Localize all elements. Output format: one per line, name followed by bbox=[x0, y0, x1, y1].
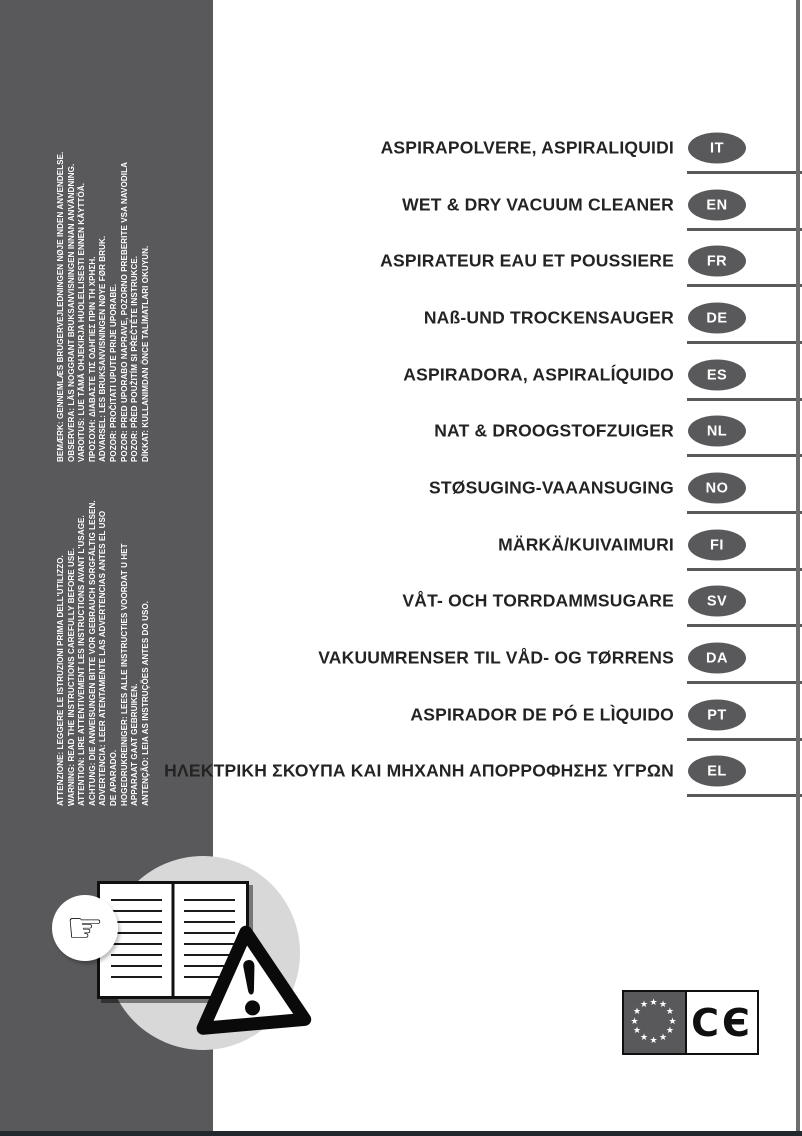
language-badge-pt: PT bbox=[688, 700, 746, 731]
eu-star-icon: ★ bbox=[639, 1000, 649, 1011]
eu-star-icon: ★ bbox=[658, 1000, 668, 1011]
warning-line: ATTENTION: LIRE ATTENTIVEMENT LES INSTRUCTIONS AVANT L'USAGE. bbox=[77, 515, 87, 806]
bottom-bar bbox=[0, 1131, 802, 1136]
product-title-it: ASPIRAPOLVERE, ASPIRALIQUIDI bbox=[380, 137, 674, 158]
warning-line: ATTENZIONE: LEGGERE LE ISTRUZIONI PRIMA DELL'UTILIZZO. bbox=[56, 555, 65, 806]
product-title-fr: ASPIRATEUR EAU ET POUSSIERE bbox=[380, 250, 674, 271]
warning-line: ΠΡΟΣΟΧΗ: ΔΙΑΒΑΣΤΕ ΤΙΣ ΟΔΗΓΙΕΣ ΠΡΙΝ ΤΗ ΧΡΗΣΗ. bbox=[87, 256, 97, 462]
row-divider bbox=[687, 284, 802, 287]
language-badge-no: NO bbox=[688, 473, 746, 504]
pointing-hand-badge bbox=[52, 895, 118, 961]
eu-star-icon: ★ bbox=[630, 1016, 639, 1027]
warning-line: APPARAAT GAAT GEBRUIKEN. bbox=[130, 683, 140, 806]
warning-line: WARNING: READ THE INSTRUCTIONS CAREFULLY BEFORE USE. bbox=[66, 547, 76, 806]
product-title-sv: VÅT- OCH TORRDAMMSUGARE bbox=[402, 590, 674, 611]
book-page-lines-left bbox=[111, 899, 162, 983]
language-row-sv bbox=[0, 579, 802, 623]
language-row-pt bbox=[0, 693, 802, 737]
warning-line: ACHTUNG: DIE ANWEISUNGEN BITTE VOR GEBRAUCH SORGFÄLTIG LESEN. bbox=[87, 500, 97, 806]
product-title-no: STØSUGING-VAAANSUGING bbox=[429, 477, 674, 498]
language-row-fr bbox=[0, 239, 802, 283]
warning-line: ADVERTENCIA: LEER ATENTAMENTE LAS ADVERTENCIAS ANTES EL USO bbox=[98, 510, 108, 806]
language-row-en bbox=[0, 183, 802, 227]
warning-line: VAROITUS: LUE TÄMÄ OHJEKIRJA HUOLELLISESTI ENNEN KÄYTTÖÄ. bbox=[77, 182, 87, 462]
product-title-es: ASPIRADORA, ASPIRALÍQUIDO bbox=[403, 364, 674, 385]
right-edge-rule bbox=[796, 0, 800, 1136]
pointing-hand-icon: ☞ bbox=[66, 903, 104, 952]
product-title-fi: MÄRKÄ/KUIVAIMURI bbox=[498, 534, 674, 555]
product-title-pt: ASPIRADOR DE PÓ E LÌQUIDO bbox=[410, 704, 674, 725]
row-divider bbox=[687, 794, 802, 797]
warning-triangle-icon bbox=[183, 917, 316, 1041]
language-badge-nl: NL bbox=[688, 416, 746, 447]
language-row-es bbox=[0, 353, 802, 397]
language-row-no bbox=[0, 466, 802, 510]
language-row-de bbox=[0, 296, 802, 340]
warning-line: POZOR: PRED UPORABO NAPRAVE, POZORNO PREBERITE VSA NAVODILA bbox=[119, 162, 129, 462]
eu-star-icon: ★ bbox=[639, 1032, 649, 1043]
row-divider bbox=[687, 171, 802, 174]
language-row-fi bbox=[0, 523, 802, 567]
eu-star-icon: ★ bbox=[649, 1035, 658, 1046]
product-title-en: WET & DRY VACUUM CLEANER bbox=[402, 194, 674, 215]
language-badge-en: EN bbox=[688, 190, 746, 221]
warning-line: OBSERVERA: LÄS NOGGRANT BRUKSANVISNINGEN INNAN ANVÄNDNING. bbox=[66, 163, 76, 462]
product-title-de: NAß-UND TROCKENSAUGER bbox=[423, 307, 674, 328]
eu-star-icon: ★ bbox=[658, 1032, 668, 1043]
row-divider bbox=[687, 511, 802, 514]
row-divider bbox=[687, 681, 802, 684]
language-row-da bbox=[0, 636, 802, 680]
warning-line: HOGEDRUKREINIGER: LEES ALLE INSTRUCTIES VOORDAT U HET bbox=[119, 543, 129, 806]
language-badge-de: DE bbox=[688, 303, 746, 334]
row-divider bbox=[687, 568, 802, 571]
eu-star-icon: ★ bbox=[665, 1026, 674, 1036]
row-divider bbox=[687, 454, 802, 457]
product-title-nl: NAT & DROOGSTOFZUIGER bbox=[434, 420, 674, 441]
language-row-it bbox=[0, 126, 802, 170]
warning-line: ADVARSEL: LES BRUKSANVISNINGEN NØYE FØR BRUK. bbox=[98, 235, 108, 462]
product-title-el: ΗΛΕΚΤΡΙΚΗ ΣΚΟΥΠΑ ΚΑΙ ΜΗΧΑΝΗ ΑΠΟΡΡΟΦΗΣΗΣ ΥΓΡΩΝ bbox=[164, 760, 674, 781]
warning-line: DE APARADO. bbox=[108, 749, 118, 806]
book-spine bbox=[172, 884, 175, 996]
eu-stars-icon bbox=[624, 992, 687, 1053]
language-badge-sv: SV bbox=[688, 586, 746, 617]
product-title-da: VAKUUMRENSER TIL VÅD- OG TØRRENS bbox=[318, 647, 674, 668]
language-badge-fr: FR bbox=[688, 246, 746, 277]
language-badge-it: IT bbox=[688, 133, 746, 164]
eu-star-icon: ★ bbox=[665, 1007, 674, 1017]
warning-line: POZOR: PROČITATI UPUTE PRIJE UPORABE. bbox=[108, 283, 118, 462]
language-row-nl bbox=[0, 409, 802, 453]
language-badge-es: ES bbox=[688, 360, 746, 391]
warning-line: BEMÆRK: GENNEMLÆS BRUGERVEJLEDNINGEN NØJE INDEN ANVENDELSE. bbox=[56, 151, 65, 462]
row-divider bbox=[687, 398, 802, 401]
warning-line: POZOR: PŘED POUŽITÍM SI PŘEČTĚTE INSTRUKCE. bbox=[130, 255, 140, 462]
eu-star-icon: ★ bbox=[668, 1016, 677, 1027]
ce-mark: CЄ bbox=[691, 1000, 753, 1045]
warning-line: DİKKAT: KULLANIMDAN ÖNCE TALİMATLARI OKUYUN. bbox=[140, 245, 150, 462]
row-divider bbox=[687, 228, 802, 231]
row-divider bbox=[687, 738, 802, 741]
eu-star-icon: ★ bbox=[632, 1026, 642, 1036]
language-badge-el: EL bbox=[688, 756, 746, 787]
language-badge-da: DA bbox=[688, 643, 746, 674]
row-divider bbox=[687, 624, 802, 627]
eu-star-icon: ★ bbox=[649, 997, 658, 1008]
eu-star-icon: ★ bbox=[632, 1007, 642, 1017]
language-badge-fi: FI bbox=[688, 530, 746, 561]
row-divider bbox=[687, 341, 802, 344]
ce-emblem bbox=[622, 990, 759, 1055]
language-row-el bbox=[0, 749, 802, 793]
warning-line: ANTENÇÃO: LEIA AS INSTRUÇÕES ANTES DO USO. bbox=[140, 600, 150, 806]
